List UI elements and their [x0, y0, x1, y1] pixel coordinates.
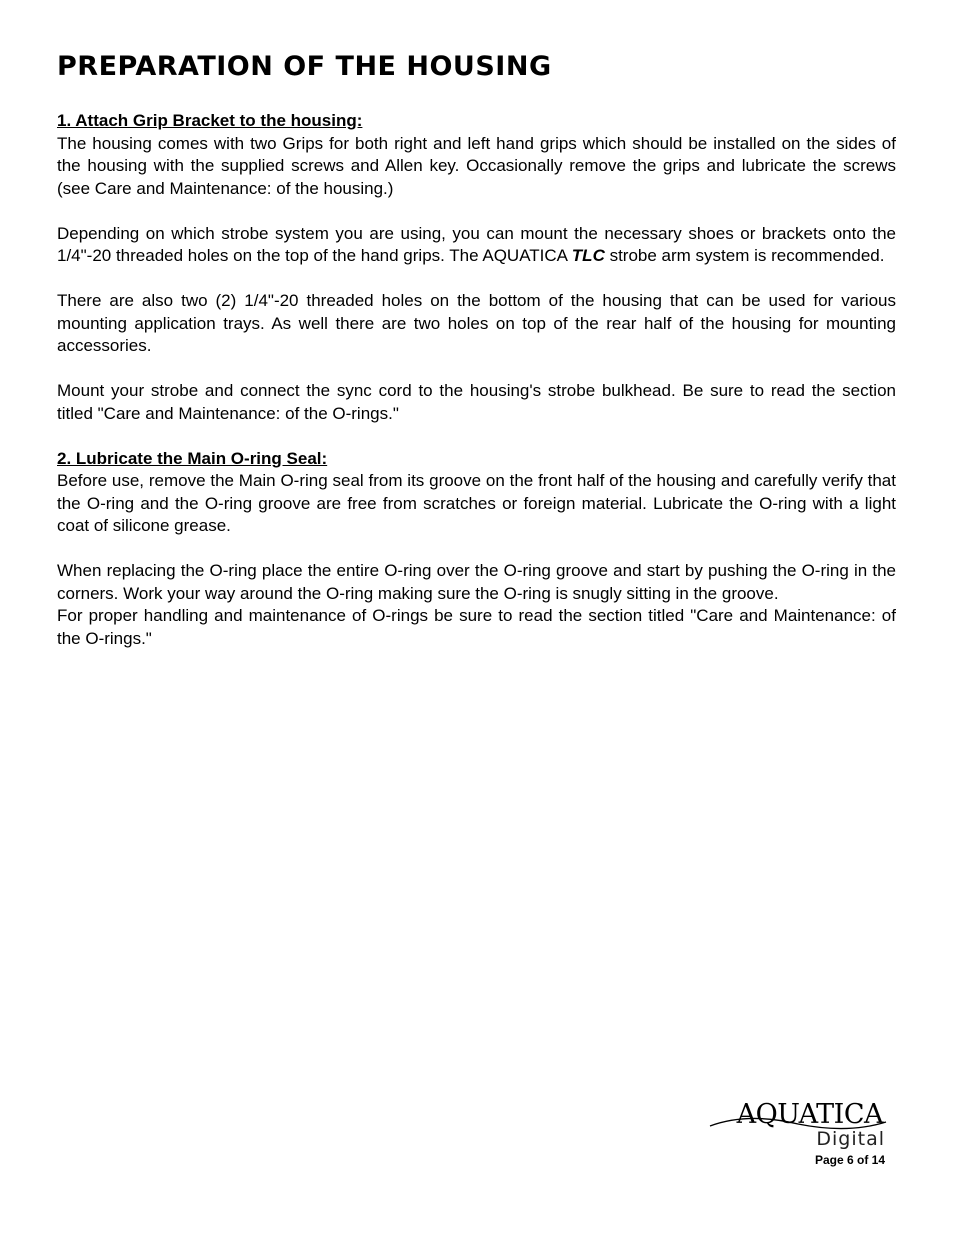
paragraph: When replacing the O-ring place the entire O-ring over the O-ring groove and start by pushing the O-ring in the corners. Work your way around the O-ring making sure the O-ring is snugly sitting in the groove.	[57, 561, 896, 603]
paragraph: Mount your strobe and connect the sync cord to the housing's strobe bulkhead. Be sure to read the section titled "Care and Maintenance: of the O-rings."	[57, 381, 896, 423]
text-span: strobe arm system is recommended.	[604, 246, 885, 265]
paragraph: The housing comes with two Grips for both right and left hand grips which should be installed on the sides of the housing with the supplied screws and Allen key. Occasionally remove the grips and lubricate the screws (see Care and Maintenance: of the housing.)	[57, 133, 896, 198]
logo-subtext: Digital	[816, 1128, 885, 1150]
tlc-emphasis: TLC	[571, 246, 605, 265]
section-heading-o-ring-seal: 2. Lubricate the Main O-ring Seal:	[57, 448, 328, 468]
aquatica-logo	[708, 1100, 888, 1152]
text-span: Depending on which strobe system you are using, you can mount the necessary shoes or brackets onto the 1/4"-20 threaded holes on the top of the hand grips. The AQUATICA	[57, 223, 896, 265]
paragraph: There are also two (2) 1/4"-20 threaded holes on the bottom of the housing that can be used for various mounting application trays. As well there are two holes on top of the rear half of the housing for mounting accessories.	[57, 291, 896, 355]
page-number: Page 6 of 14	[814, 1153, 885, 1167]
paragraph	[57, 223, 896, 268]
logo-wordmark: AQUATICA	[736, 1099, 883, 1130]
page-title: PREPARATION OF THE HOUSING	[57, 51, 552, 82]
document-body	[57, 110, 896, 650]
paragraph: Before use, remove the Main O-ring seal from its groove on the front half of the housing and carefully verify that the O-ring and the O-ring groove are free from scratches or foreign material. Lubricate the O-ring with a light coat of silicone grease.	[57, 471, 896, 535]
paragraph: For proper handling and maintenance of O-rings be sure to read the section titled "Care and Maintenance: of the O-rings."	[57, 606, 896, 648]
section-heading-grip-bracket: 1. Attach Grip Bracket to the housing:	[57, 111, 363, 130]
